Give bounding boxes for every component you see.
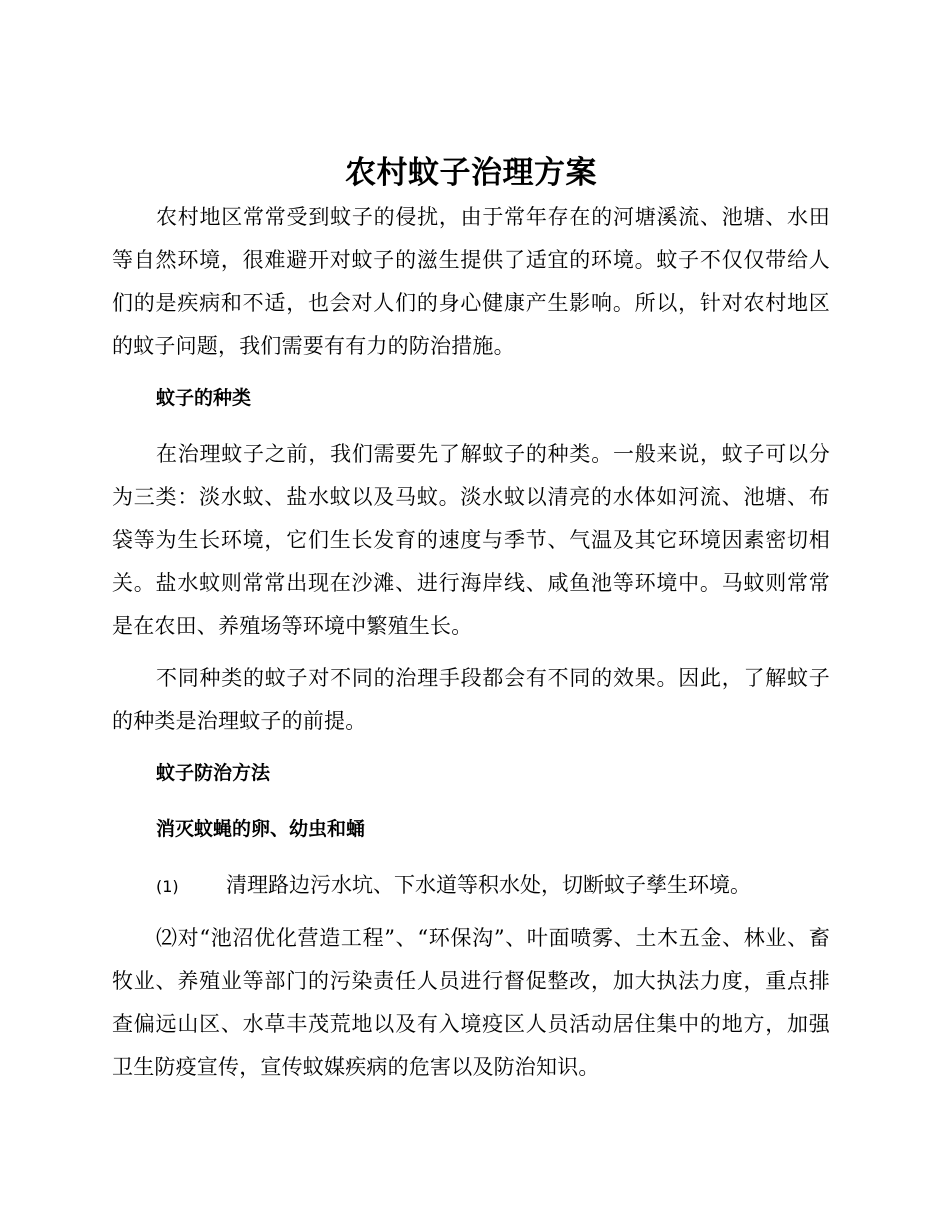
section-heading-mosquito-types: 蚊子的种类 [156, 387, 252, 409]
subheading-eliminate-eggs-larvae: 消灭蚊蝇的卵、幼虫和蛹 [156, 818, 366, 840]
mosquito-types-paragraph: 在治理蚊子之前，我们需要先了解蚊子的种类。一般来说，蚊子可以分为三类：淡水蚊、盐水蚊以及马蚊。淡水蚊以清亮的水体如河流、池塘、布袋等为生长环境，它们生长发育的速度与季节、气温及其它环境因素密切相关。盐水蚊则常常出现在沙滩、进行海岸线、咸鱼池等环境中。马蚊则常常是在农田、养殖场等环境中繁殖生长。 [112, 442, 830, 638]
list-item-2-paragraph: ⑵对“池沼优化营造工程”、“环保沟”、叶面喷雾、土木五金、林业、畜牧业、养殖业等部门的污染责任人员进行督促整改，加大执法力度，重点排查偏远山区、水草丰茂荒地以及有入境疫区人员活动居住集中的地方，加强卫生防疫宣传，宣传蚊媒疾病的危害以及防治知识。 [112, 926, 830, 1079]
intro-paragraph: 农村地区常常受到蚊子的侵扰，由于常年存在的河塘溪流、池塘、水田等自然环境，很难避开对蚊子的滋生提供了适宜的环境。蚊子不仅仅带给人们的是疾病和不适，也会对人们的身心健康产生影响。所以，针对农村地区的蚊子问题，我们需要有有力的防治措施。 [112, 205, 830, 358]
list-item-number: (1) [156, 877, 179, 896]
list-item-1 [112, 864, 830, 908]
document-page [112, 150, 830, 1098]
section-heading-prevention-methods: 蚊子防治方法 [156, 762, 271, 784]
list-item-text: 清理路边污水坑、下水道等积水处，切断蚊子孳生环境。 [226, 873, 751, 897]
document-title: 农村蚊子治理方案 [345, 155, 597, 191]
mosquito-types-conclusion-paragraph: 不同种类的蚊子对不同的治理手段都会有不同的效果。因此，了解蚊子的种类是治理蚊子的前提。 [112, 666, 830, 733]
